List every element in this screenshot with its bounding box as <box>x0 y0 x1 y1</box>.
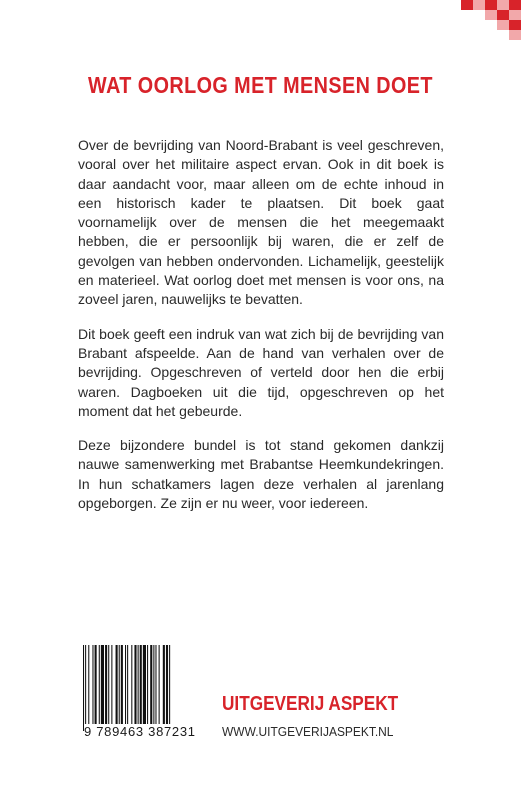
barcode-bar <box>105 645 107 731</box>
barcode-bar <box>99 645 100 731</box>
barcode-bar <box>116 645 118 731</box>
barcode-bar <box>101 645 104 731</box>
paragraph-3: Deze bijzondere bundel is tot stand gekomen dankzij nauwe samenwerking met Brabantse Heemkundekringen. In hun schatkamers lagen deze verhalen al jarenlang opgeborgen. Ze zijn er nu weer, voor iedereen. <box>78 437 444 512</box>
barcode-bar <box>138 645 139 731</box>
barcode-bar <box>131 645 132 731</box>
barcode-bar <box>85 645 86 731</box>
barcode-bar <box>166 645 168 731</box>
barcode-bar <box>111 645 112 731</box>
blurb-text <box>78 136 444 528</box>
barcode-bar <box>159 645 160 731</box>
barcode-icon <box>80 645 210 731</box>
barcode-bar <box>127 645 128 731</box>
barcode-bar <box>150 645 152 731</box>
checkered-pattern-icon <box>449 0 521 44</box>
publisher-name: UITGEVERIJ ASPEKT <box>222 693 399 715</box>
barcode-bar <box>147 645 148 731</box>
barcode-bar <box>163 645 165 731</box>
paragraph-2: Dit boek geeft een indruk van wat zich bij de bevrijding van Brabant afspeelde. Aan de hand van verhalen over de bevrijding. Opgeschreven of verteld door hen die erbij waren. Dagboeken uit die tijd, opgeschreven op het moment dat het gebeurde. <box>78 325 444 419</box>
barcode-bar <box>88 645 89 731</box>
barcode-bar <box>143 645 146 731</box>
barcode-bar <box>92 645 93 731</box>
barcode <box>80 645 210 735</box>
barcode-bar <box>155 645 156 731</box>
barcode-bar <box>134 645 136 731</box>
isbn-number: 9 789463 387231 <box>84 724 212 739</box>
barcode-bar <box>119 645 120 731</box>
barcode-bar <box>108 645 109 731</box>
barcode-bar <box>153 645 154 731</box>
publisher-website[interactable]: WWW.UITGEVERIJASPEKT.NL <box>222 724 394 739</box>
page-title: WAT OORLOG MET MENSEN DOET <box>88 72 433 98</box>
barcode-bar <box>140 645 142 731</box>
barcode-bar <box>83 645 84 731</box>
barcode-bar <box>121 645 123 731</box>
paragraph-1: Over de bevrijding van Noord-Brabant is veel geschreven, vooral over het militaire aspect ervan. Ook in dit boek is daar aandacht voor, maar alleen om de echte inhoud in een historisch kader te plaatsen. Dit boek gaat voornamelijk over de mensen die het meegemaakt hebben, die er persoonlijk bij waren, die er zelf de gevolgen van hebben ondervonden. Lichamelijk, geestelijk en materieel. Wat oorlog doet met mensen is voor ons, na zoveel jaren, nauwelijks te bevatten. <box>78 137 444 308</box>
barcode-bar <box>95 645 97 731</box>
barcode-bar <box>125 645 126 731</box>
barcode-bar <box>169 645 170 731</box>
